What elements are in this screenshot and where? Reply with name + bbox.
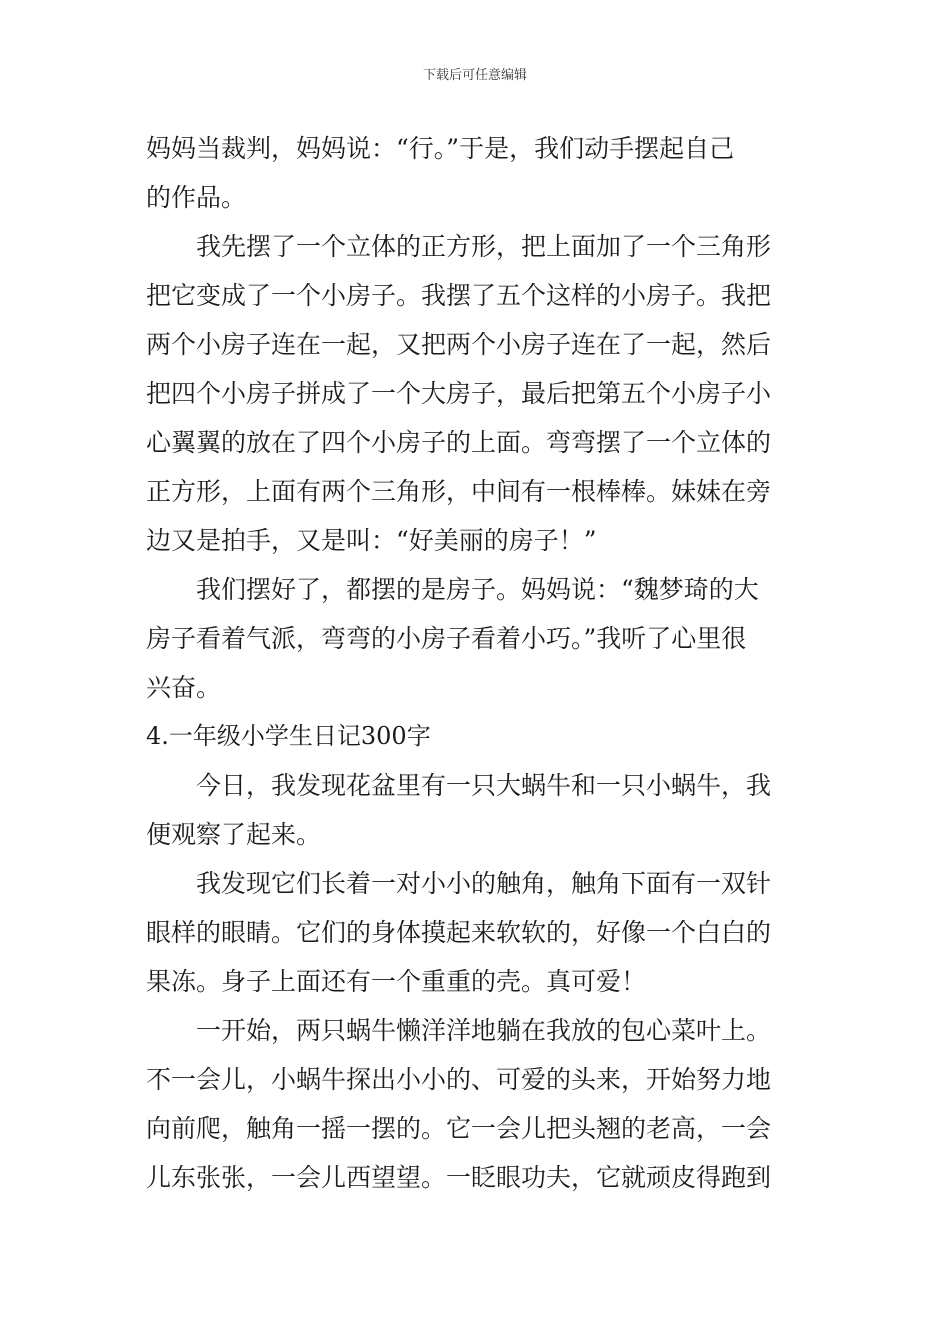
text-line: 兴奋。 [146, 673, 222, 702]
text-line: 的作品。 [146, 183, 247, 212]
text-line: 正方形，上面有两个三角形，中间有一根棒棒。妹妹在旁 [146, 477, 772, 506]
text-line: 我先摆了一个立体的正方形，把上面加了一个三角形 [196, 232, 772, 261]
text-line: 向前爬，触角一摇一摆的。它一会儿把头翘的老高，一会 [146, 1114, 772, 1143]
section-heading [146, 712, 806, 761]
text-line: 儿东张张，一会儿西望望。一眨眼功夫，它就顽皮得跑到 [146, 1163, 772, 1192]
text-line: 房子看着气派，弯弯的小房子看着小巧。”我听了心里很 [146, 624, 747, 653]
paragraph [146, 761, 806, 859]
text-line: 果冻。身子上面还有一个重重的壳。真可爱！ [146, 967, 647, 996]
paragraph [146, 222, 806, 565]
paragraph [146, 859, 806, 1006]
text-line: 妈妈当裁判，妈妈说：“行。”于是，我们动手摆起自己 [146, 134, 735, 163]
text-line: 一开始，两只蜗牛懒洋洋地躺在我放的包心菜叶上。 [196, 1016, 772, 1045]
text-line: 不一会儿，小蜗牛探出小小的、可爱的头来，开始努力地 [146, 1065, 772, 1094]
text-line: 心翼翼的放在了四个小房子的上面。弯弯摆了一个立体的 [146, 428, 772, 457]
text-line: 把四个小房子拼成了一个大房子，最后把第五个小房子小 [146, 379, 772, 408]
text-line: 眼样的眼睛。它们的身体摸起来软软的，好像一个白白的 [146, 918, 772, 947]
text-line: 今日，我发现花盆里有一只大蜗牛和一只小蜗牛，我 [196, 771, 772, 800]
text-line: 我发现它们长着一对小小的触角，触角下面有一双针 [196, 869, 772, 898]
text-line: 两个小房子连在一起，又把两个小房子连在了一起，然后 [146, 330, 772, 359]
text-line: 4.一年级小学生日记300字 [146, 722, 431, 750]
page-header: 下载后可任意编辑 [422, 68, 527, 83]
text-line: 边又是拍手，又是叫：“好美丽的房子！” [146, 526, 597, 555]
text-line: 我们摆好了，都摆的是房子。妈妈说：“魏梦琦的大 [196, 575, 759, 604]
text-line: 把它变成了一个小房子。我摆了五个这样的小房子。我把 [146, 281, 772, 310]
text-line: 便观察了起来。 [146, 820, 322, 849]
paragraph [146, 1006, 806, 1202]
paragraph [146, 565, 806, 712]
paragraph [146, 124, 806, 222]
document-body [146, 124, 806, 1202]
